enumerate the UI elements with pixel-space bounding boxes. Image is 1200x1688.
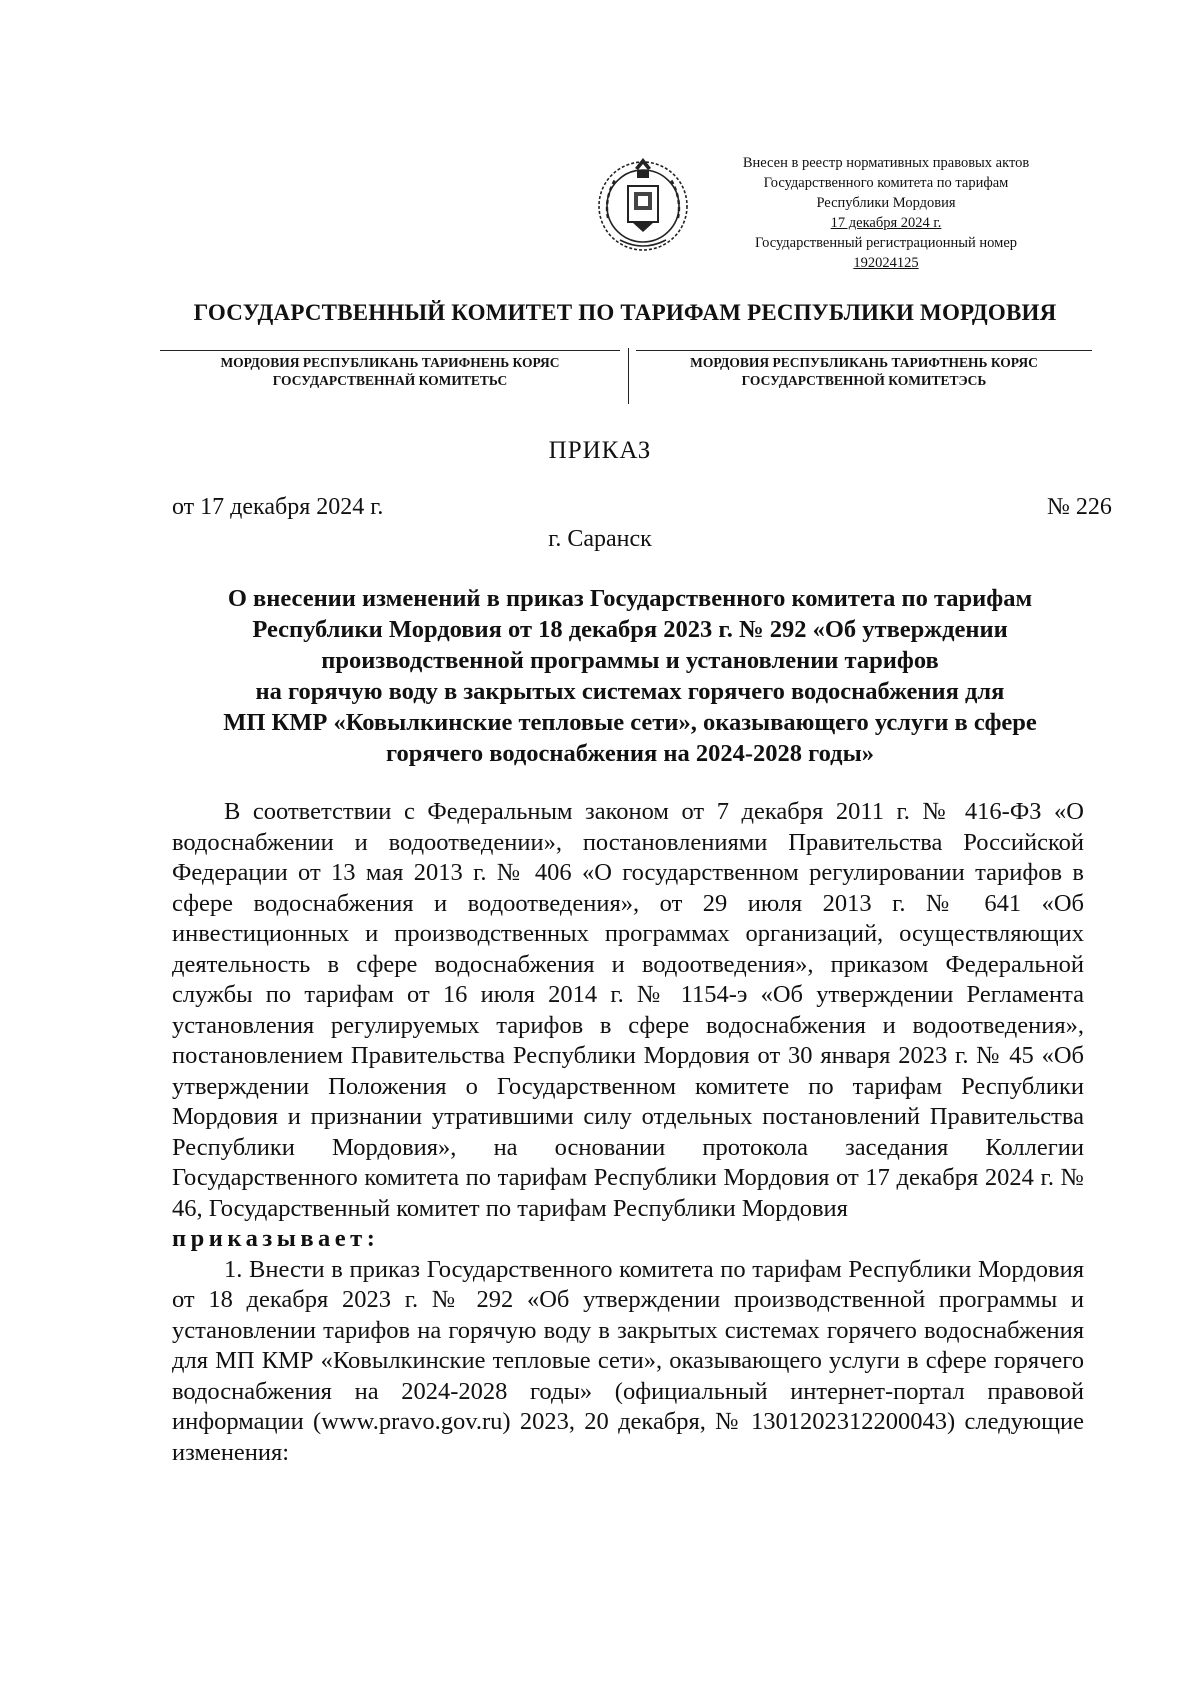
document-date: от 17 декабря 2024 г. (172, 494, 384, 520)
committee-name-moksha (160, 354, 620, 390)
divider (636, 350, 1092, 351)
title-line: производственной программы и установлении тарифов (321, 647, 939, 674)
title-line: горячего водоснабжения на 2024-2028 годы» (386, 740, 874, 767)
registry-line: Республики Мордовия (816, 195, 956, 211)
registry-line: Внесен в реестр нормативных правовых актов (742, 155, 1030, 171)
document-number: № 226 (1047, 494, 1112, 520)
title-line: МП КМР «Ковылкинские тепловые сети», оказывающего услуги в сфере (223, 709, 1037, 736)
registry-line: Государственного комитета по тарифам (763, 175, 1009, 191)
registry-stamp (716, 153, 1056, 273)
title-line: Республики Мордовия от 18 декабря 2023 г. № 292 «Об утверждении (252, 616, 1008, 643)
document-type: ПРИКАЗ (548, 437, 652, 464)
divider (628, 348, 629, 404)
registry-number: 192024125 (853, 255, 919, 271)
document-title (170, 583, 1090, 769)
orders-keyword: приказывает: (172, 1225, 380, 1252)
preamble-paragraph: В соответствии с Федеральным законом от 7 декабря 2011 г. № 416-ФЗ «О водоснабжении и водоотведении», постановлениями Правительства Российской Федерации от 13 мая 2013 г. № 406 «О государственном регулировании тарифов в сфере водоснабжения и водоотведения», от 29 июля 2013 г. № 641 «Об инвестиционных и производственных программах организаций, осуществляющих деятельность в сфере водоснабжения и водоотведения», приказом Федеральной службы по тарифам от 16 июля 2014 г. № 1154-э «Об утверждении Регламента установления регулируемых тарифов в сфере водоснабжения и водоотведения», постановлением Правительства Республики Мордовия от 30 января 2023 г. № 45 «Об утверждении Положения о Государственном комитете по тарифам Республики Мордовия и признании утратившими силу отдельных постановлений Правительства Республики Мордовия», на основании протокола заседания Коллегии Государственного комитета по тарифам Республики Мордовия от 17 декабря 2024 г. № 46, Государственный комитет по тарифам Республики Мордовия (172, 798, 1084, 1222)
order-item-1: 1. Внести в приказ Государственного комитета по тарифам Республики Мордовия от 18 декабря 2023 г. № 292 «Об утверждении производственной программы и установлении тарифов на горячую воду в закрытых системах горячего водоснабжения для МП КМР «Ковылкинские тепловые сети», оказывающего услуги в сфере горячего водоснабжения на 2024-2028 годы» (официальный интернет-портал правовой информации (www.pravo.gov.ru) 2023, 20 декабря, № 1301202312200043) следующие изменения: (172, 1255, 1084, 1466)
committee-name-line: МОРДОВИЯ РЕСПУБЛИКАНЬ ТАРИФТНЕНЬ КОРЯС (690, 355, 1038, 370)
committee-name-line: ГОСУДАРСТВЕННОЙ КОМИТЕТЭСЬ (741, 373, 987, 388)
divider (160, 350, 620, 351)
document-city: г. Саранск (548, 526, 652, 552)
committee-name-line: ГОСУДАРСТВЕННАЙ КОМИТЕТЬС (272, 373, 508, 388)
committee-name: ГОСУДАРСТВЕННЫЙ КОМИТЕТ ПО ТАРИФАМ РЕСПУБЛИКИ МОРДОВИЯ (193, 300, 1057, 325)
committee-name-erzya (636, 354, 1092, 390)
document-body (172, 797, 1084, 1468)
registry-date: 17 декабря 2024 г. (830, 215, 942, 231)
title-line: О внесении изменений в приказ Государственного комитета по тарифам (227, 585, 1033, 612)
coat-of-arms-emblem (590, 148, 696, 258)
title-line: на горячую воду в закрытых системах горячего водоснабжения для (255, 678, 1005, 705)
registry-line: Государственный регистрационный номер (754, 235, 1018, 251)
committee-name-line: МОРДОВИЯ РЕСПУБЛИКАНЬ ТАРИФНЕНЬ КОРЯС (220, 355, 560, 370)
